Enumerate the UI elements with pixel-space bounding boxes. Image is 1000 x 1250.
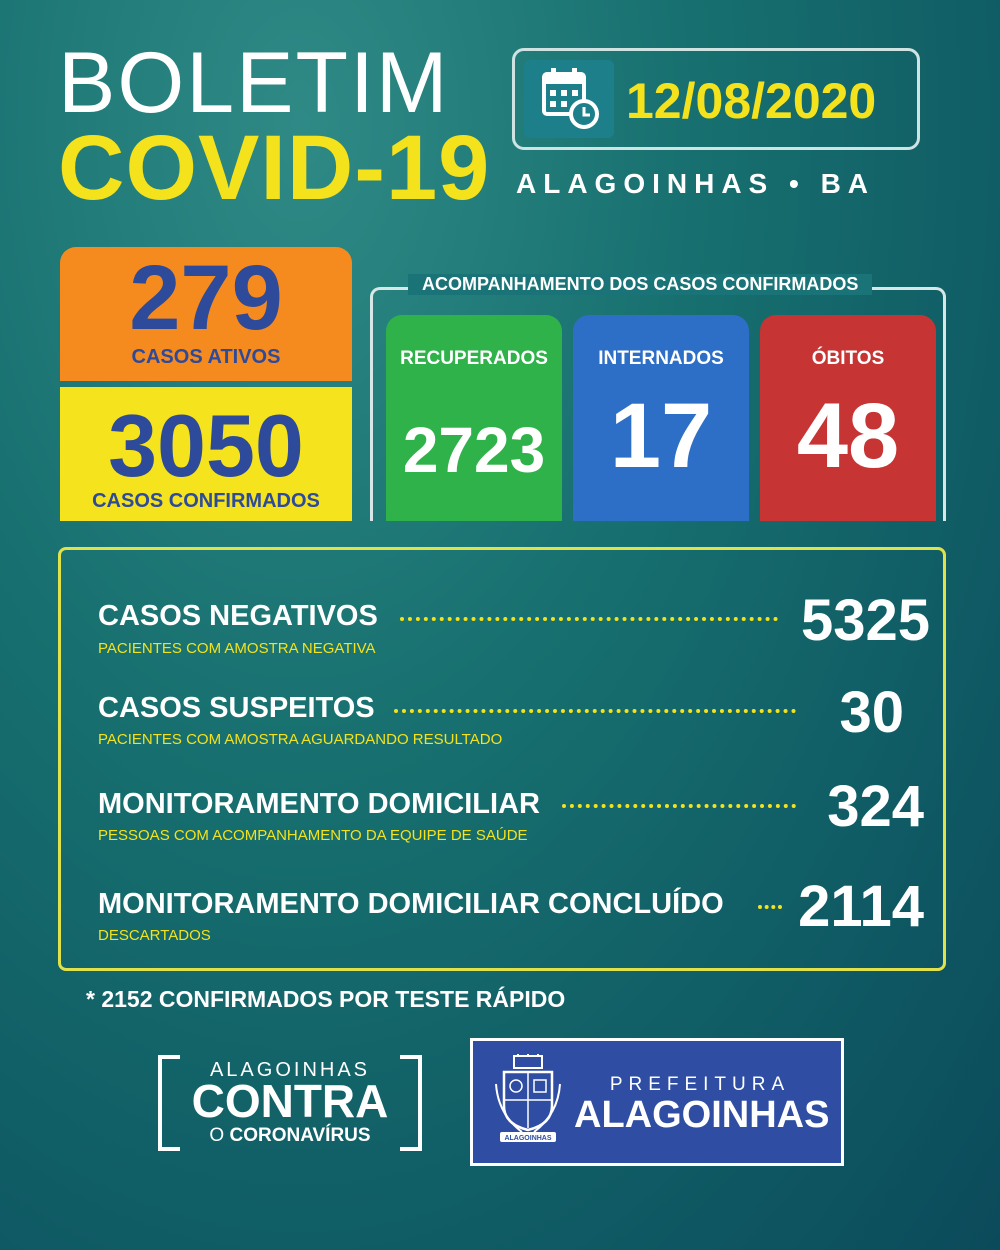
negative-cases-value: 5325 [800, 588, 930, 653]
campaign-logo [158, 1055, 422, 1151]
dotted-leader [394, 709, 796, 713]
hospitalized-value: 17 [609, 385, 713, 487]
footnote: * 2152 CONFIRMADOS POR TESTE RÁPIDO [86, 986, 566, 1012]
campaign-logo-bottom [158, 1125, 422, 1147]
home-monitoring-subtitle: PESSOAS COM ACOMPANHAMENTO DA EQUIPE DE SAÚDE [98, 827, 528, 844]
campaign-logo-main: CONTRA [191, 1075, 389, 1127]
recovered-value: 2723 [402, 414, 546, 486]
suspected-cases-subtitle: PACIENTES COM AMOSTRA AGUARDANDO RESULTADO [98, 731, 503, 748]
suspected-cases-value: 30 [839, 680, 904, 745]
campaign-logo-bottom-prefix: O [209, 1125, 225, 1146]
home-monitoring-title: MONITORAMENTO DOMICILIAR [98, 788, 540, 820]
dotted-leader [562, 804, 796, 808]
confirmed-cases-label: CASOS CONFIRMADOS [92, 490, 320, 512]
home-monitoring-done-title: MONITORAMENTO DOMICILIAR CONCLUÍDO [98, 888, 724, 920]
title-boletim: BOLETIM [58, 35, 450, 131]
home-monitoring-done-value: 2114 [798, 874, 924, 939]
active-cases-value: 279 [129, 247, 283, 349]
report-date: 12/08/2020 [626, 73, 877, 129]
negative-cases-title: CASOS NEGATIVOS [98, 600, 378, 632]
recovered-label: RECUPERADOS [400, 348, 548, 369]
campaign-logo-top: ALAGOINHAS [209, 1059, 371, 1081]
active-cases-label: CASOS ATIVOS [131, 346, 281, 368]
home-monitoring-value: 324 [827, 774, 924, 839]
city-crest-icon [492, 1054, 564, 1146]
campaign-logo-bottom-word: CORONAVÍRUS [229, 1125, 371, 1146]
deaths-value: 48 [796, 385, 900, 487]
calendar-clock-icon [524, 60, 614, 138]
home-monitoring-done-subtitle: DESCARTADOS [98, 927, 211, 944]
suspected-cases-title: CASOS SUSPEITOS [98, 692, 375, 724]
tracking-title: ACOMPANHAMENTO DOS CASOS CONFIRMADOS [408, 274, 872, 295]
title-covid: COVID-19 [58, 117, 491, 219]
city-label: ALAGOINHAS • BA [516, 168, 876, 199]
confirmed-cases-value: 3050 [108, 396, 304, 495]
dotted-leader [400, 617, 778, 621]
hospitalized-label: INTERNADOS [598, 348, 724, 369]
prefeitura-logo-top: PREFEITURA [609, 1074, 791, 1095]
deaths-label: ÓBITOS [811, 348, 885, 369]
negative-cases-subtitle: PACIENTES COM AMOSTRA NEGATIVA [98, 640, 376, 657]
crest-ribbon-text: ALAGOINHAS [504, 1135, 552, 1142]
prefeitura-logo-main: ALAGOINHAS [574, 1094, 830, 1136]
